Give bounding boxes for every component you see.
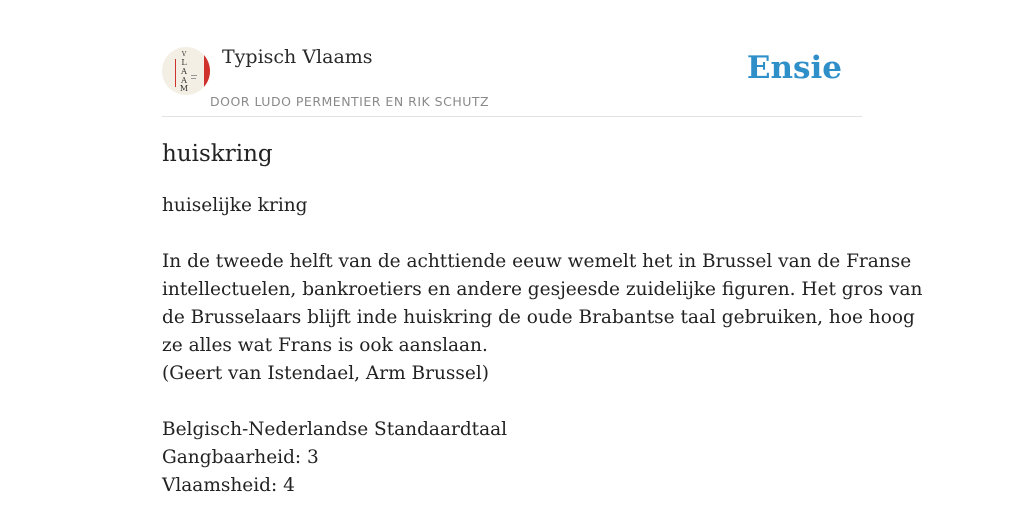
svg-text:L: L — [181, 58, 187, 67]
gangbaarheid-rating: Gangbaarheid: 3 — [162, 447, 319, 468]
blog-avatar[interactable] — [162, 47, 210, 95]
page-header — [162, 44, 862, 117]
entry-meta — [162, 416, 862, 500]
entry-definition: huiselijke kring — [162, 195, 308, 216]
author-byline: DOOR LUDO PERMENTIER EN RIK SCHUTZ — [210, 94, 490, 109]
blog-title[interactable]: Typisch Vlaams — [222, 46, 373, 68]
quote-line: intellectuelen, bankroetiers en andere gesjeesde zuidelijke figuren. Het gros van — [162, 279, 923, 300]
quote-line: In de tweede helft van de achttiende eeuw wemelt het in Brussel van de Franse — [162, 251, 912, 272]
quote-source: (Geert van Istendael, Arm Brussel) — [162, 363, 489, 384]
vlaamsheid-rating: Vlaamsheid: 4 — [162, 475, 295, 496]
entry-quote — [162, 248, 923, 388]
ensie-logo-link[interactable]: Ensie — [746, 50, 842, 86]
quote-line: de Brusselaars blijft inde huiskring de oude Brabantse taal gebruiken, hoe hoog — [162, 307, 915, 328]
language-label: Belgisch-Nederlandse Standaardtaal — [162, 419, 508, 440]
book-cover-icon — [162, 47, 210, 95]
entry-title: huiskring — [162, 141, 273, 167]
svg-text:A: A — [181, 67, 187, 76]
avatar-accent-stripe — [204, 47, 210, 95]
entry-content — [162, 138, 923, 500]
quote-line: ze alles wat Frans is ook aanslaan. — [162, 335, 488, 356]
svg-text:V: V — [181, 51, 187, 58]
svg-text:M: M — [179, 84, 189, 93]
svg-text:A: A — [181, 76, 187, 85]
